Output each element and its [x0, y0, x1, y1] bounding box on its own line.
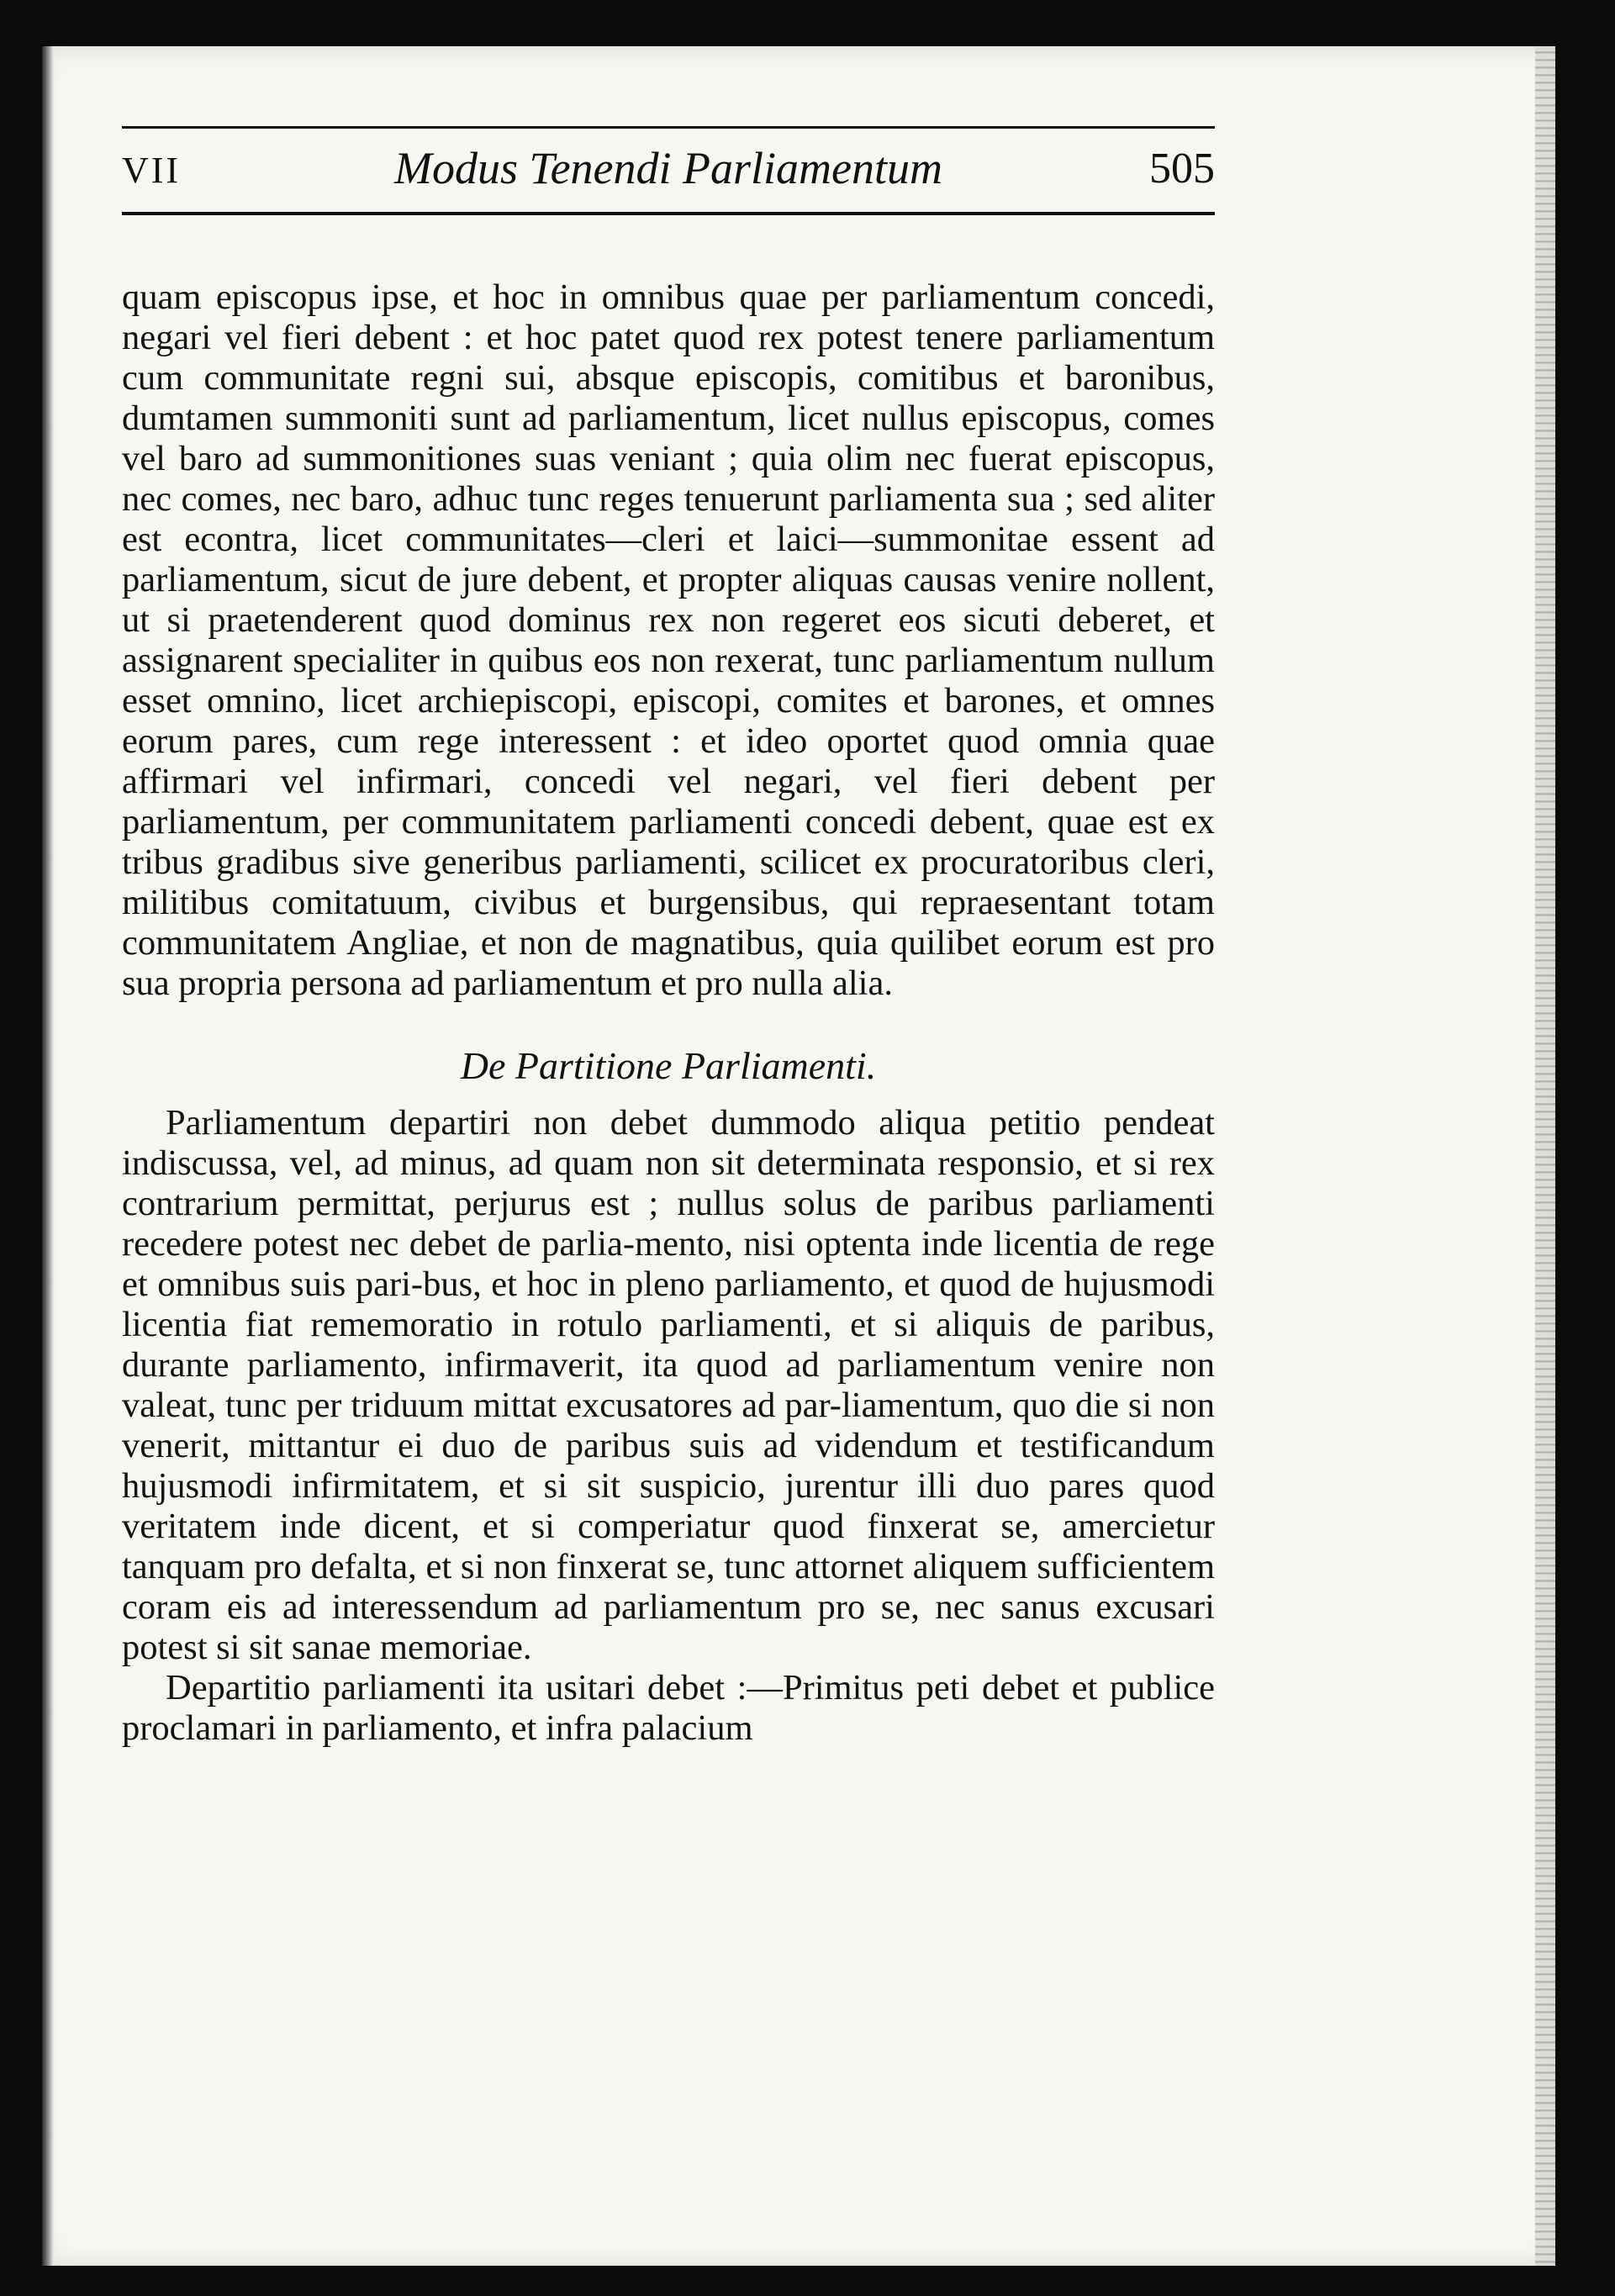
body-text [122, 277, 1215, 1749]
page-edge-stack [1535, 46, 1555, 2266]
running-title: Modus Tenendi Parliamentum [394, 143, 942, 193]
page-gutter-shadow [42, 46, 54, 2266]
running-header [122, 139, 1215, 206]
header-rule-top [122, 126, 1215, 129]
paragraph-departitio: Departitio parliamenti ita usitari debet :—Primitus peti debet et publice proclamari in parliamento, et infra palacium [122, 1668, 1215, 1748]
section-number: VII [122, 150, 182, 191]
header-rule-bottom [122, 212, 1215, 215]
paragraph-continuation: quam episcopus ipse, et hoc in omnibus quae per parliamentum concedi, negari vel fieri debent : et hoc patet quod rex potest tenere parliamentum cum communitate regni sui, absque episcopis, comitibus et baronibus, dumtamen summoniti sunt ad parliamentum, licet nullus episcopus, comes vel baro ad summonitiones suas veniant ; quia olim nec fuerat episcopus, nec comes, nec baro, adhuc tunc reges tenuerunt parliamenta sua ; sed aliter est econtra, licet communitates—cleri et laici—summonitae essent ad parliamentum, sicut de jure debent, et propter aliquas causas venire nollent, ut si praetenderent quod dominus rex non regeret eos sicuti deberet, et assignarent specialiter in quibus eos non rexerat, tunc parliamentum nullum esset omnino, licet archiepiscopi, episcopi, comites et barones, et omnes eorum pares, cum rege interessent : et ideo oportet quod omnia quae affirmari vel infirmari, concedi vel negari, vel fieri debent per parliamentum, per communitatem parliamenti concedi debent, quae est ex tribus gradibus sive generibus parliamenti, scilicet ex procuratoribus cleri, militibus comitatuum, civibus et burgensibus, qui repraesentant totam communitatem Angliae, et non de magnatibus, quia quilibet eorum est pro sua propria persona ad parliamentum et pro nulla alia. [122, 277, 1215, 1003]
paragraph-partitio: Parliamentum departiri non debet dummodo aliqua petitio pendeat indiscussa, vel, ad minus, ad quam non sit determinata responsio, et si rex contrarium permittat, perjurus est ; nullus solus de paribus parliamenti recedere potest nec debet de parlia-mento, nisi optenta inde licentia de rege et omnibus suis pari-bus, et hoc in pleno parliamento, et quod de hujusmodi licentia fiat rememoratio in rotulo parliamenti, et si aliquis de paribus, durante parliamento, infirmaverit, ita quod ad parliamentum venire non valeat, tunc per triduum mittat excusatores ad par-liamentum, quo die si non venerit, mittantur ei duo de paribus suis ad videndum et testificandum hujusmodi infirmitatem, et si sit suspicio, jurentur illi duo pares quod veritatem inde dicent, et si comperiatur quod finxerat se, amercietur tanquam pro defalta, et si non finxerat se, tunc attornet aliquem sufficientem coram eis ad interessendum ad parliamentum pro se, nec sanus excusari potest si sit sanae memoriae. [122, 1103, 1215, 1667]
page-number: 505 [1149, 145, 1215, 193]
section-heading: De Partitione Parliamenti. [460, 1044, 877, 1087]
